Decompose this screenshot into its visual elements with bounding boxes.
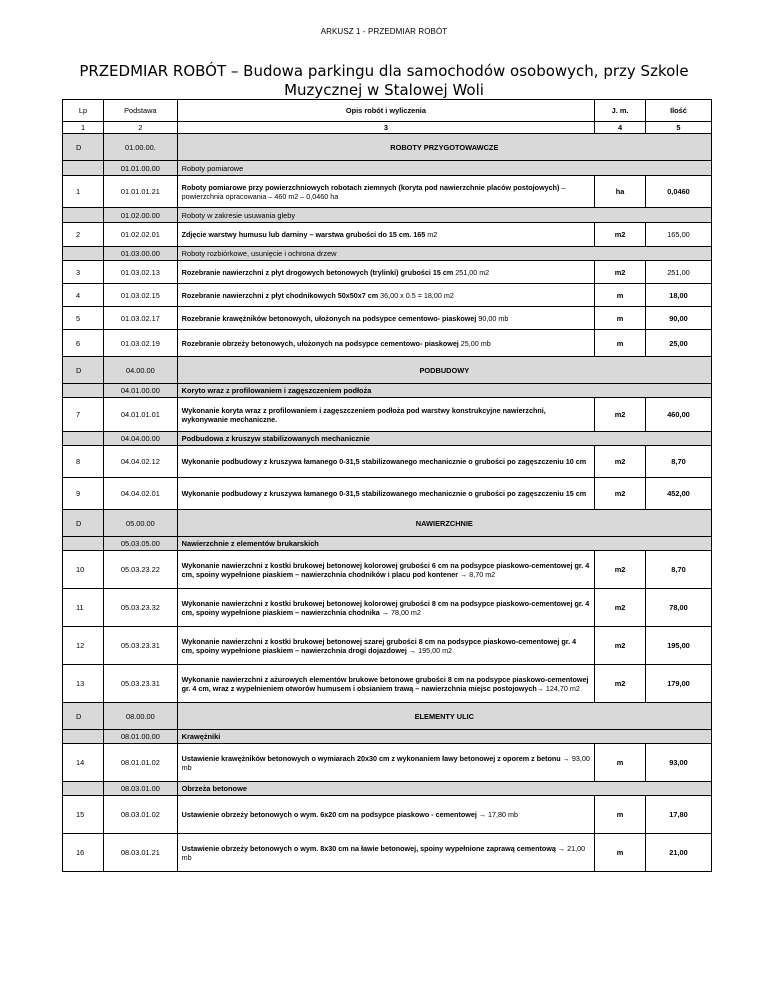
section-title: Roboty rozbiórkowe, usunięcie i ochrona drzew — [177, 247, 711, 261]
row-jm: m — [595, 834, 646, 872]
division-title: ELEMENTY ULIC — [177, 703, 711, 730]
row-opis: Wykonanie podbudowy z kruszywa łamanego 0-31,5 stabilizowanego mechanicznie o grubości po zagęszczeniu 10 cm — [177, 446, 595, 478]
item-row — [63, 478, 712, 510]
row-podstawa: 05.03.23.32 — [104, 589, 178, 627]
col-number: 5 — [645, 122, 711, 134]
row-opis: Wykonanie nawierzchni z kostki brukowej betonowej szarej grubości 8 cm na podsypce piaskowo-cementowej gr. 4 cm, spoiny wypełnione piaskiem – nawierzchnia drogi dojazdowej → 195,00 m2 — [177, 627, 595, 665]
item-row — [63, 330, 712, 357]
section-title: Nawierzchnie z elementów brukarskich — [177, 537, 711, 551]
row-ilosc: 78,00 — [645, 589, 711, 627]
header-lp: Lp — [63, 100, 104, 122]
row-opis: Wykonanie nawierzchni z kostki brukowej betonowej kolorowej grubości 6 cm na podsypce piaskowo-cementowej gr. 4 cm, spoiny wypełnione piaskiem – nawierzchnia chodników i placu pod kontener → 8,70 m2 — [177, 551, 595, 589]
row-podstawa: 01.01.00.00 — [104, 161, 178, 176]
row-opis: Rozebranie nawierzchni z płyt chodnikowych 50x50x7 cm 36,00 x 0.5 = 18,00 m2 — [177, 284, 595, 307]
row-opis: Wykonanie koryta wraz z profilowaniem i zagęszczeniem podłoża pod warstwy konstrukcyjne nawierzchni, wykonywanie mechaniczne. — [177, 398, 595, 432]
row-jm: m — [595, 307, 646, 330]
row-jm: m2 — [595, 665, 646, 703]
item-row — [63, 261, 712, 284]
row-podstawa: 04.04.02.01 — [104, 478, 178, 510]
row-lp: 14 — [63, 744, 104, 782]
row-jm: m2 — [595, 446, 646, 478]
item-row — [63, 307, 712, 330]
row-lp: 10 — [63, 551, 104, 589]
row-ilosc: 17,80 — [645, 796, 711, 834]
row-podstawa: 04.01.00.00 — [104, 384, 178, 398]
section-row — [63, 432, 712, 446]
row-podstawa: 04.01.01.01 — [104, 398, 178, 432]
row-ilosc: 93,00 — [645, 744, 711, 782]
row-podstawa: 04.00.00 — [104, 357, 178, 384]
section-row — [63, 782, 712, 796]
row-jm: m2 — [595, 223, 646, 247]
row-podstawa: 05.00.00 — [104, 510, 178, 537]
division-title: PODBUDOWY — [177, 357, 711, 384]
row-lp: 1 — [63, 176, 104, 208]
row-jm: m2 — [595, 551, 646, 589]
row-ilosc: 90,00 — [645, 307, 711, 330]
row-lp: D — [63, 703, 104, 730]
row-ilosc: 0,0460 — [645, 176, 711, 208]
item-row — [63, 398, 712, 432]
row-opis: Rozebranie krawężników betonowych, ułożonych na podsypce cementowo- piaskowej 90,00 mb — [177, 307, 595, 330]
item-row — [63, 589, 712, 627]
row-ilosc: 452,00 — [645, 478, 711, 510]
row-opis: Ustawienie obrzeży betonowych o wym. 8x30 cm na ławie betonowej, spoiny wypełnione zaprawą cementową → 21,00 mb — [177, 834, 595, 872]
page-header: ARKUSZ 1 - PRZEDMIAR ROBÓT — [320, 27, 448, 36]
row-lp: D — [63, 357, 104, 384]
row-opis: Rozebranie obrzeży betonowych, ułożonych na podsypce cementowo- piaskowej 25,00 mb — [177, 330, 595, 357]
row-jm: m2 — [595, 398, 646, 432]
item-row — [63, 551, 712, 589]
row-opis: Rozebranie nawierzchni z płyt drogowych betonowych (trylinki) grubości 15 cm 251,00 m2 — [177, 261, 595, 284]
item-row — [63, 744, 712, 782]
column-number-row — [63, 122, 712, 134]
row-lp: 4 — [63, 284, 104, 307]
division-row — [63, 134, 712, 161]
row-opis: Wykonanie nawierzchni z kostki brukowej betonowej kolorowej grubości 8 cm na podsypce piaskowo-cementowej gr. 4 cm, spoiny wypełnione piaskiem – nawierzchnia chodnika → 78,00 m2 — [177, 589, 595, 627]
row-podstawa: 01.01.01.21 — [104, 176, 178, 208]
row-jm: m2 — [595, 261, 646, 284]
row-lp: 11 — [63, 589, 104, 627]
title-line-2: Muzycznej w Stalowej Woli — [284, 81, 484, 99]
row-ilosc: 179,00 — [645, 665, 711, 703]
row-podstawa: 01.02.02.01 — [104, 223, 178, 247]
section-title: Obrzeża betonowe — [177, 782, 711, 796]
section-row — [63, 384, 712, 398]
division-row — [63, 703, 712, 730]
row-jm: ha — [595, 176, 646, 208]
row-podstawa: 08.03.01.00 — [104, 782, 178, 796]
row-opis: Zdjęcie warstwy humusu lub darniny – warstwa grubości do 15 cm. 165 m2 — [177, 223, 595, 247]
row-lp: 16 — [63, 834, 104, 872]
row-lp: 7 — [63, 398, 104, 432]
row-lp: 8 — [63, 446, 104, 478]
section-row — [63, 247, 712, 261]
row-jm: m — [595, 796, 646, 834]
item-row — [63, 834, 712, 872]
row-podstawa: 04.04.00.00 — [104, 432, 178, 446]
row-jm: m — [595, 330, 646, 357]
row-jm: m2 — [595, 627, 646, 665]
row-podstawa: 01.03.00.00 — [104, 247, 178, 261]
row-podstawa: 05.03.05.00 — [104, 537, 178, 551]
row-opis: Ustawienie krawężników betonowych o wymiarach 20x30 cm z wykonaniem ławy betonowej z oporem z betonu → 93,00 mb — [177, 744, 595, 782]
header-podstawa: Podstawa — [104, 100, 178, 122]
row-lp: 13 — [63, 665, 104, 703]
header-ilosc: Ilość — [645, 100, 711, 122]
row-opis: Roboty pomiarowe przy powierzchniowych robotach ziemnych (koryta pod nawierzchnie placów postojowych) – powierzchnia opracowania – 460 m2 – 0,0460 ha — [177, 176, 595, 208]
row-podstawa: 08.03.01.02 — [104, 796, 178, 834]
row-podstawa: 08.01.01.02 — [104, 744, 178, 782]
col-number: 4 — [595, 122, 646, 134]
row-podstawa: 05.03.23.31 — [104, 627, 178, 665]
division-title: ROBOTY PRZYGOTOWAWCZE — [177, 134, 711, 161]
section-row — [63, 537, 712, 551]
row-ilosc: 18,00 — [645, 284, 711, 307]
row-ilosc: 251,00 — [645, 261, 711, 284]
row-podstawa: 01.03.02.15 — [104, 284, 178, 307]
row-podstawa: 01.03.02.13 — [104, 261, 178, 284]
header-jm: J. m. — [595, 100, 646, 122]
division-row — [63, 357, 712, 384]
row-opis: Ustawienie obrzeży betonowych o wym. 6x20 cm na podsypce piaskowo - cementowej → 17,80 mb — [177, 796, 595, 834]
header-row — [63, 100, 712, 122]
row-podstawa: 01.00.00. — [104, 134, 178, 161]
row-jm: m2 — [595, 589, 646, 627]
section-title: Podbudowa z kruszyw stabilizowanych mechanicznie — [177, 432, 711, 446]
row-opis: Wykonanie nawierzchni z ażurowych elementów brukowe betonowe grubości 8 cm na podsypce piaskowo-cementowej gr. 4 cm, wraz z wypełnieniem otworów humusem i obsianiem trawą – nawierzchnia miejsc postojowych→ 124,70 m2 — [177, 665, 595, 703]
section-title: Roboty pomiarowe — [177, 161, 711, 176]
col-number: 2 — [104, 122, 178, 134]
item-row — [63, 176, 712, 208]
row-jm: m — [595, 744, 646, 782]
row-ilosc: 460,00 — [645, 398, 711, 432]
row-lp: 2 — [63, 223, 104, 247]
header-opis: Opis robót i wyliczenia — [177, 100, 595, 122]
section-row — [63, 161, 712, 176]
row-podstawa: 08.01.00.00 — [104, 730, 178, 744]
bill-of-quantities-table — [62, 99, 712, 872]
item-row — [63, 446, 712, 478]
item-row — [63, 284, 712, 307]
row-lp: 3 — [63, 261, 104, 284]
row-ilosc: 195,00 — [645, 627, 711, 665]
division-row — [63, 510, 712, 537]
section-title: Krawężniki — [177, 730, 711, 744]
item-row — [63, 627, 712, 665]
document-title — [60, 62, 708, 100]
row-ilosc: 8,70 — [645, 446, 711, 478]
row-lp: 12 — [63, 627, 104, 665]
row-lp: 9 — [63, 478, 104, 510]
division-title: NAWIERZCHNIE — [177, 510, 711, 537]
row-opis: Wykonanie podbudowy z kruszywa łamanego 0-31,5 stabilizowanego mechanicznie o grubości po zagęszczeniu 15 cm — [177, 478, 595, 510]
item-row — [63, 665, 712, 703]
row-jm: m — [595, 284, 646, 307]
section-row — [63, 730, 712, 744]
row-podstawa: 01.03.02.17 — [104, 307, 178, 330]
row-podstawa: 05.03.23.31 — [104, 665, 178, 703]
section-row — [63, 208, 712, 223]
row-lp: D — [63, 134, 104, 161]
item-row — [63, 796, 712, 834]
row-lp: D — [63, 510, 104, 537]
section-title: Koryto wraz z profilowaniem i zagęszczeniem podłoża — [177, 384, 711, 398]
title-line-1: PRZEDMIAR ROBÓT – Budowa parkingu dla samochodów osobowych, przy Szkole — [79, 62, 689, 80]
col-number: 1 — [63, 122, 104, 134]
row-podstawa: 04.04.02.12 — [104, 446, 178, 478]
row-podstawa: 08.03.01.21 — [104, 834, 178, 872]
item-row — [63, 223, 712, 247]
row-podstawa: 01.03.02.19 — [104, 330, 178, 357]
row-jm: m2 — [595, 478, 646, 510]
row-ilosc: 25,00 — [645, 330, 711, 357]
row-lp: 15 — [63, 796, 104, 834]
row-lp: 5 — [63, 307, 104, 330]
col-number: 3 — [177, 122, 595, 134]
row-podstawa: 05.03.23.22 — [104, 551, 178, 589]
row-ilosc: 165,00 — [645, 223, 711, 247]
row-podstawa: 01.02.00.00 — [104, 208, 178, 223]
row-lp: 6 — [63, 330, 104, 357]
row-podstawa: 08.00.00 — [104, 703, 178, 730]
section-title: Roboty w zakresie usuwania gleby — [177, 208, 711, 223]
row-ilosc: 8,70 — [645, 551, 711, 589]
row-ilosc: 21,00 — [645, 834, 711, 872]
